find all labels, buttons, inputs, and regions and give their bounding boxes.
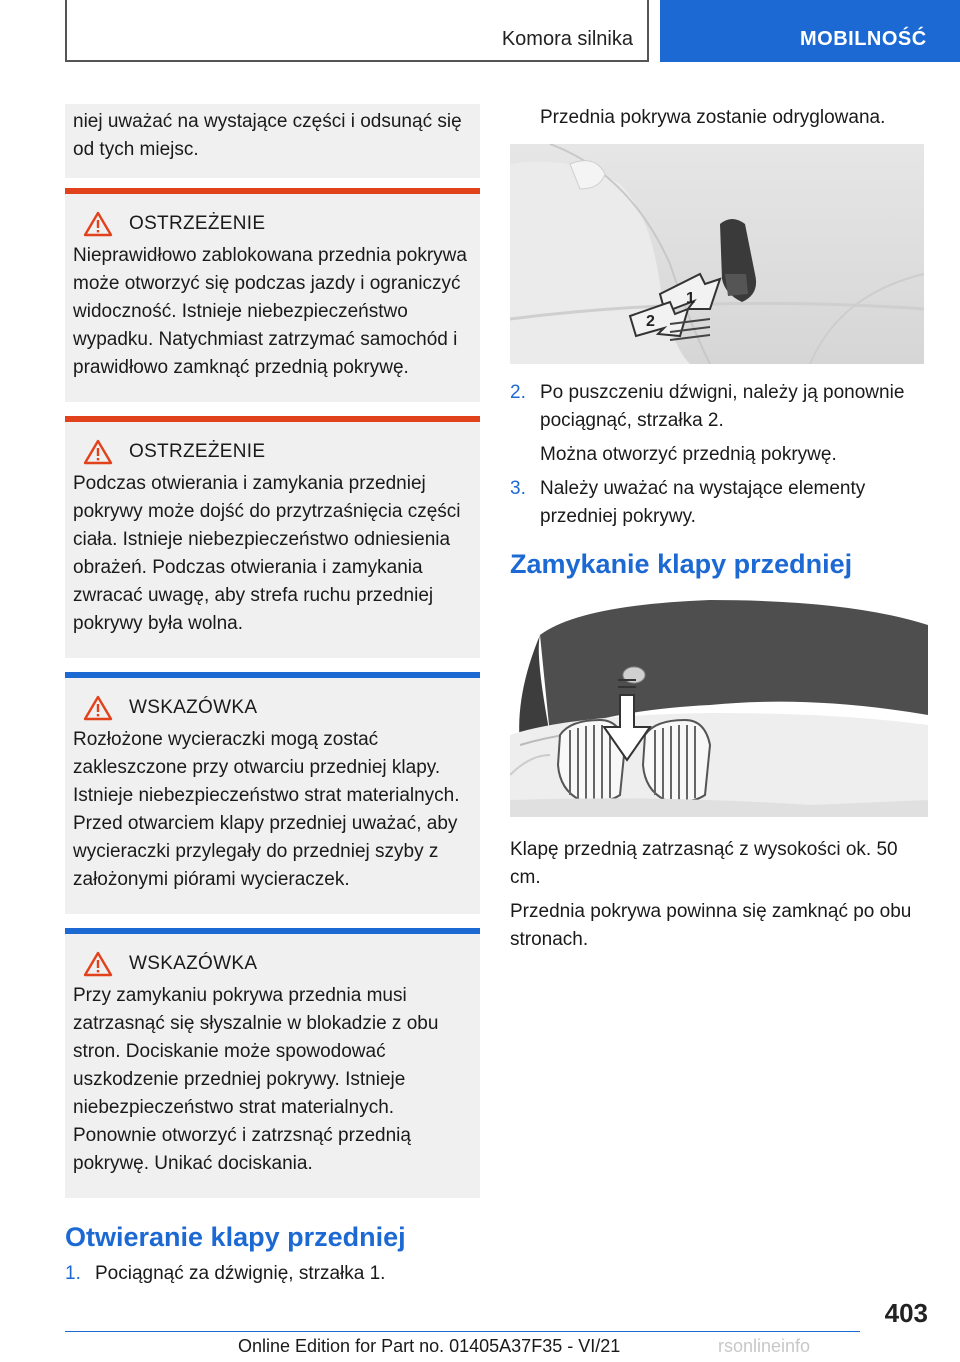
right-column [510, 104, 928, 954]
warning-note-2 [65, 416, 480, 658]
step-number: 2. [510, 382, 526, 403]
closing-note: Przednia pokrywa powinna się zamknąć po obu stronach. [510, 901, 912, 950]
note-text: Nieprawidłowo zablokowana przednia pokrywa może otworzyć się podczas jazdy i ograniczyć widoczność. Istnieje niebezpieczeństwo wypadku. Natychmiast zatrzymać samochód i prawidłowo zamknąć przednią pokrywę. [73, 245, 467, 378]
chapter-tab: MOBILNOŚĆ [660, 0, 960, 62]
step-text: Pociągnąć za dźwignię, strzałka 1. [95, 1263, 386, 1284]
warning-triangle-icon [83, 211, 113, 237]
step-number: 3. [510, 478, 526, 499]
note-title: WSKAZÓWKA [129, 953, 258, 974]
step-item [510, 475, 928, 531]
step-item [510, 379, 928, 435]
footer-divider [65, 1331, 860, 1332]
section-heading-closing: Zamykanie klapy przedniej [510, 549, 853, 579]
step-text: Należy uważać na wystające elementy przedniej pokrywy. [540, 478, 866, 527]
car-hood-illustration [510, 595, 928, 817]
section-heading-opening: Otwieranie klapy przedniej [65, 1222, 406, 1252]
section-title-header: Komora silnika [501, 28, 633, 50]
note-text: Przy zamykaniu pokrywa przednia musi zatrzasnąć się słyszalnie w blokadzie z obu stron. Dociskanie może spowodować uszkodzenie przedniej pokrywy. Istnieje niebezpieczeństwo strat materialnych. Ponownie otworzyć i zatrzsnąć przednią pokrywę. Unikać dociskania. [73, 985, 439, 1174]
note-text: Podczas otwierania i zamykania przedniej pokrywy może dojść do przytrzaśnięcia części ciała. Istnieje niebezpieczeństwo odniesienia obrażeń. Podczas otwierania i zamykania zwracać uwagę, aby strefa ruchu przedniej pokrywy była wolna. [73, 473, 461, 634]
arrow-label: 2 [646, 313, 655, 330]
warning-triangle-icon [83, 951, 113, 977]
footer-edition: Online Edition for Part no. 01405A37F35 - VI/21 [238, 1336, 621, 1356]
warning-note-1 [65, 188, 480, 402]
note-title: WSKAZÓWKA [129, 697, 258, 718]
note-title: OSTRZEŻENIE [129, 213, 266, 234]
note-text: Rozłożone wycieraczki mogą zostać zakleszczone przy otwarciu przedniej klapy. Istnieje niebezpieczeństwo strat materialnych. Przed otwarciem klapy przedniej uważać, aby wycieraczki przylegały do przedniej szyby z założonymi piórami wycieraczek. [73, 729, 460, 890]
step-subtext: Można otworzyć przednią pokrywę. [540, 444, 837, 465]
arrow-label: 1 [686, 290, 695, 307]
page-header [0, 0, 960, 66]
footer-watermark: rsonlineinfo [718, 1336, 811, 1356]
info-note-2 [65, 928, 480, 1198]
step-continuation: Przednia pokrywa zostanie odryglowana. [540, 107, 886, 128]
warning-triangle-icon [83, 439, 113, 465]
warning-triangle-icon [83, 695, 113, 721]
intro-box [65, 104, 480, 178]
info-note-1 [65, 672, 480, 914]
intro-text: niej uważać na wystające części i odsunąć się od tych miejsc. [73, 111, 462, 160]
step-item [65, 1260, 480, 1288]
section-header-box [65, 0, 649, 62]
left-column [65, 104, 480, 1288]
step-number: 1. [65, 1263, 81, 1284]
step-text: Po puszczeniu dźwigni, należy ją ponownie pociągnąć, strzałka 2. [540, 382, 905, 431]
page-number: 403 [884, 1298, 928, 1328]
hood-lever-illustration [510, 144, 924, 364]
closing-instruction: Klapę przednią zatrzasnąć z wysokości ok. 50 cm. [510, 839, 898, 888]
note-title: OSTRZEŻENIE [129, 441, 266, 462]
